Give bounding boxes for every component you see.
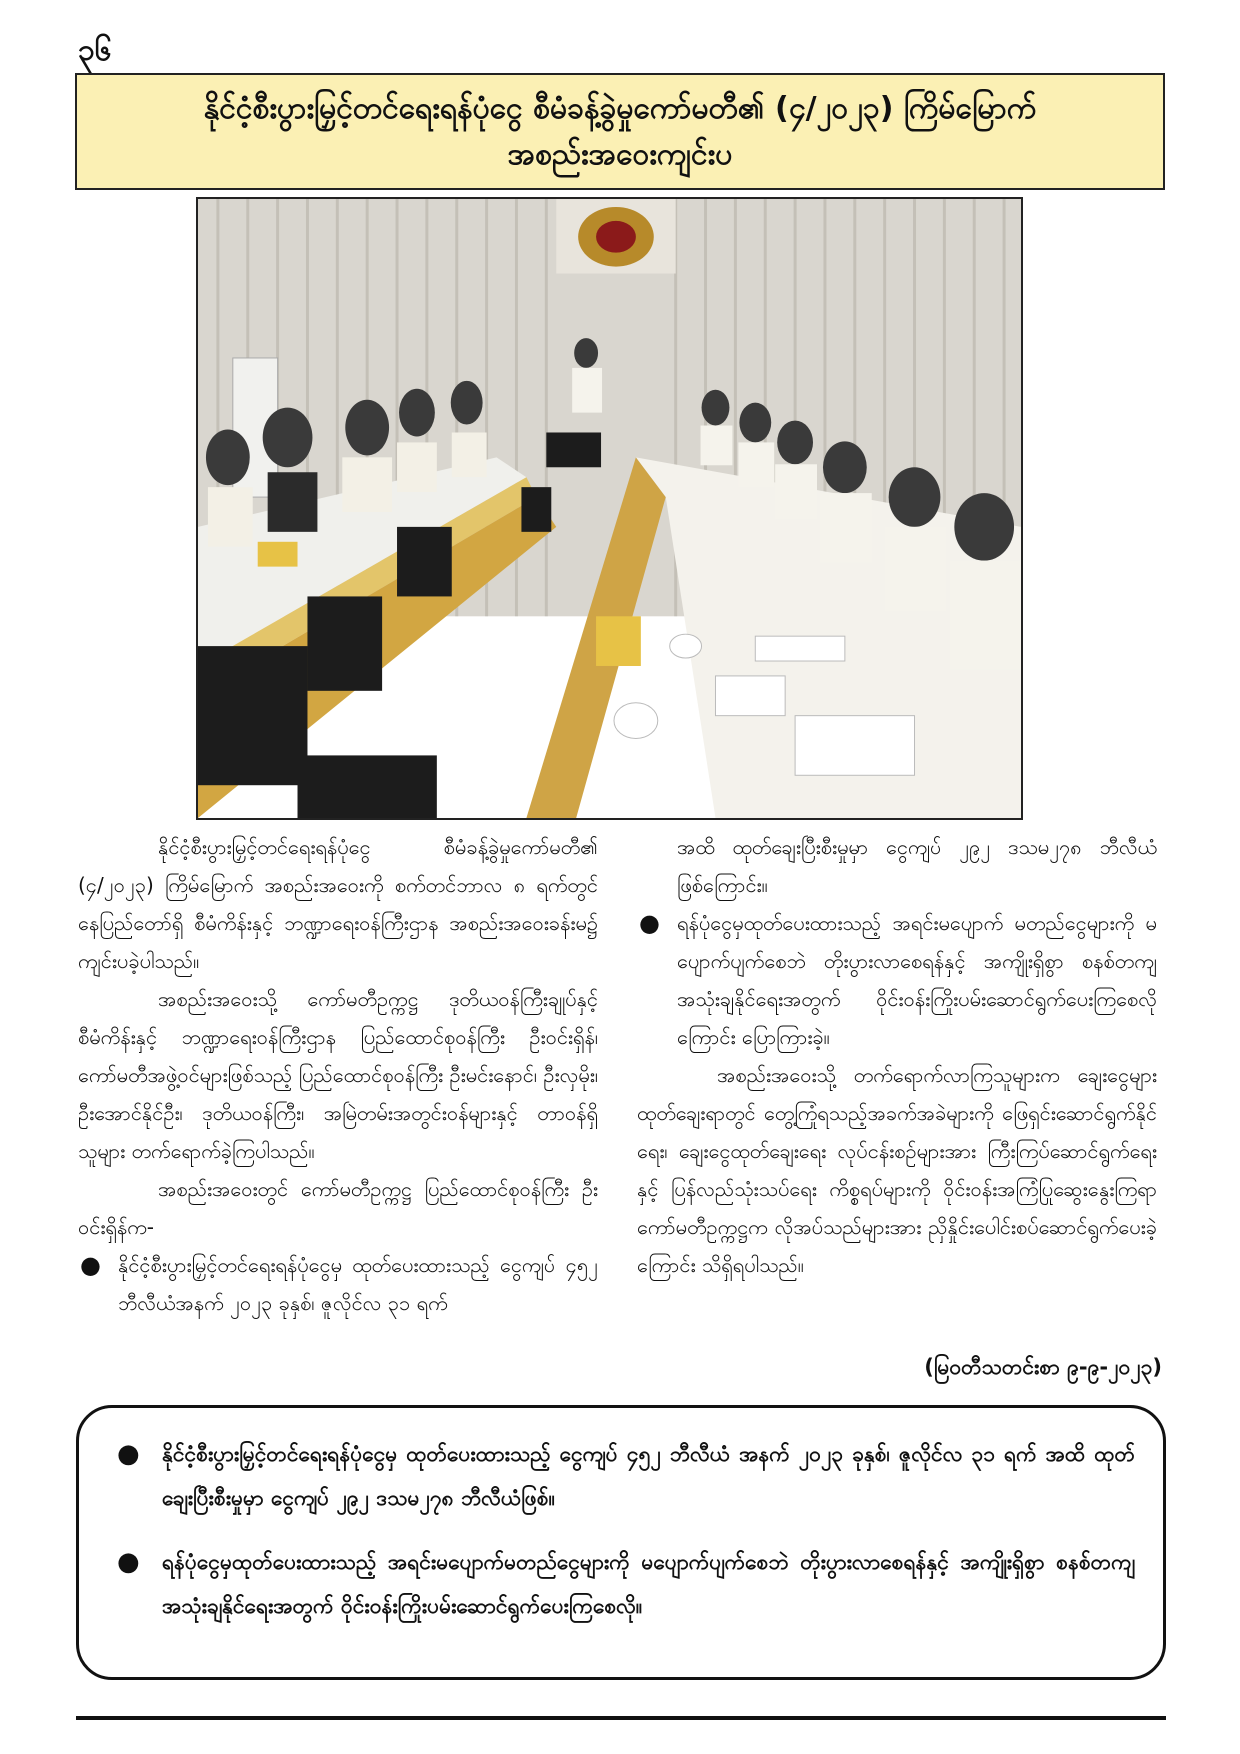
meeting-photo bbox=[196, 197, 1023, 820]
footer-divider bbox=[76, 1716, 1166, 1720]
bullet-loan-figures bbox=[78, 1246, 598, 1322]
paragraph-speech-intro: အစည်းအဝေးတွင် ကော်မတီဥက္ကဋ္ဌ ပြည်ထောင်စုဝန်ကြီး ဦးဝင်းရှိန်က- bbox=[78, 1177, 598, 1239]
bullet-dot-icon: ● bbox=[80, 1251, 101, 1279]
summary-item-1 bbox=[107, 1432, 1135, 1520]
bullet-dot-icon: ● bbox=[639, 909, 660, 937]
article-left-column bbox=[78, 828, 598, 1322]
bullet-capital-preservation-text: ရန်ပုံငွေမှထုတ်ပေးထားသည့် အရင်းမပျောက် မတည်ငွေများကို မပျောက်ပျက်စေဘဲ တိုးပွားလာစေရန်နှင့် အကျိုးရှိစွာ စနစ်တကျအသုံးချနိုင်ရေးအတွက် ဝိုင်းဝန်းကြိုးပမ်းဆောင်ရွက်ပေးကြစေလိုကြောင်း ပြောကြားခဲ့။ bbox=[677, 911, 1157, 1049]
summary-box bbox=[76, 1405, 1166, 1680]
paragraph-discussion: အစည်းအဝေးသို့ တက်ရောက်လာကြသူများက ချေးငွေများ ထုတ်ချေးရာတွင် တွေ့ကြုံရသည့်အခက်အခဲများကို ဖြေရှင်းဆောင်ရွက်နိုင်ရေး၊ ချေးငွေထုတ်ချေးရေး လုပ်ငန်းစဉ်များအား ကြီးကြပ်ဆောင်ရွက်ရေးနှင့် ပြန်လည်သုံးသပ်ရေး ကိစ္စရပ်များကို ဝိုင်းဝန်းအကြံပြုဆွေးနွေးကြရာ ကော်မတီဥက္ကဋ္ဌက လိုအပ်သည်များအား ညှိနှိုင်းပေါင်းစပ်ဆောင်ရွက်ပေးခဲ့ကြောင်း သိရှိရပါသည်။ bbox=[637, 1063, 1157, 1277]
news-source-citation: (မြဝတီသတင်းစာ ၉-၉-၂၀၂၃) bbox=[924, 1355, 1162, 1379]
article-title-line-1: နိုင်ငံ့စီးပွားမြှင့်တင်ရေးရန်ပုံငွေ စီမံခန့်ခွဲမှုကော်မတီ၏ (၄/၂၀၂၃) ကြိမ်မြောက် bbox=[203, 90, 1037, 126]
bullet-loan-figures-text: နိုင်ငံ့စီးပွားမြှင့်တင်ရေးရန်ပုံငွေမှ ထုတ်ပေးထားသည့် ငွေကျပ် ၄၅၂ ဘီလီယံအနက် ၂၀၂၃ ခုနှစ်၊ ဇူလိုင်လ ၃၁ ရက် bbox=[118, 1253, 598, 1315]
bullet-dot-icon: ● bbox=[117, 1439, 140, 1469]
summary-item-2 bbox=[107, 1540, 1135, 1628]
article-right-column bbox=[637, 828, 1157, 1284]
summary-item-2-text: ရန်ပုံငွေမှထုတ်ပေးထားသည့် အရင်းမပျောက်မတည်ငွေများကို မပျောက်ပျက်စေဘဲ တိုးပွားလာစေရန်နှင့် အကျိုးရှိစွာ စနစ်တကျအသုံးချနိုင်ရေးအတွက် ဝိုင်းဝန်းကြိုးပမ်းဆောင်ရွက်ပေးကြစေလို။ bbox=[162, 1550, 1135, 1618]
paragraph-attendees: အစည်းအဝေးသို့ ကော်မတီဥက္ကဋ္ဌ ဒုတိယဝန်ကြီးချုပ်နှင့် စီမံကိန်းနှင့် ဘဏ္ဍာရေးဝန်ကြီးဌာန ပြည်ထောင်စုဝန်ကြီး ဦးဝင်းရှိန်၊ ကော်မတီအဖွဲ့ဝင်များဖြစ်သည့် ပြည်ထောင်စုဝန်ကြီး ဦးမင်းနောင်၊ ဦးလှမိုး၊ ဦးအောင်နိုင်ဦး၊ ဒုတိယဝန်ကြီး၊ အမြဲတမ်းအတွင်းဝန်များနှင့် တာဝန်ရှိသူများ တက်ရောက်ခဲ့ကြပါသည်။ bbox=[78, 987, 598, 1163]
bullet-capital-preservation bbox=[637, 904, 1157, 1056]
meeting-room-illustration bbox=[198, 199, 1021, 818]
summary-item-1-text: နိုင်ငံ့စီးပွားမြှင့်တင်ရေးရန်ပုံငွေမှ ထုတ်ပေးထားသည့် ငွေကျပ် ၄၅၂ ဘီလီယံ အနက် ၂၀၂၃ ခုနှစ်၊ ဇူလိုင်လ ၃၁ ရက် အထိ ထုတ်ချေးပြီးစီးမှုမှာ ငွေကျပ် ၂၉၂ ဒသမ၂၇၈ ဘီလီယံဖြစ်။ bbox=[162, 1442, 1135, 1510]
paragraph-intro: နိုင်ငံ့စီးပွားမြှင့်တင်ရေးရန်ပုံငွေ စီမံခန့်ခွဲမှုကော်မတီ၏ (၄/၂၀၂၃) ကြိမ်မြောက် အစည်းအဝေးကို စက်တင်ဘာလ ၈ ရက်တွင် နေပြည်တော်ရှိ စီမံကိန်းနှင့် ဘဏ္ဍာရေးဝန်ကြီးဌာန အစည်းအဝေးခန်းမ၌ ကျင်းပခဲ့ပါသည်။ bbox=[78, 835, 598, 973]
page-number: ၃၆ bbox=[78, 33, 112, 68]
bullet-dot-icon: ● bbox=[117, 1547, 140, 1577]
article-title-box bbox=[75, 73, 1165, 190]
article-title-line-2: အစည်းအဝေးကျင်းပ bbox=[507, 136, 733, 172]
bullet-loan-figures-continued: အထိ ထုတ်ချေးပြီးစီးမှုမှာ ငွေကျပ် ၂၉၂ ဒသမ၂၇၈ ဘီလီယံဖြစ်ကြောင်း။ bbox=[677, 835, 1157, 897]
